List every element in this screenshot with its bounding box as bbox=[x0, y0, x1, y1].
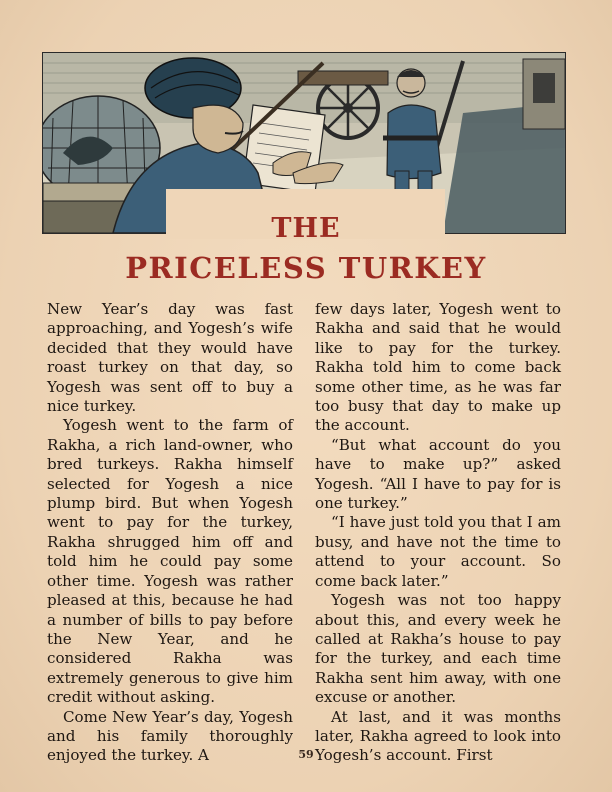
paragraph: Yogesh went to the farm of Rakha, a rich land-owner, who bred turkeys. Rakha himself selected for Yogesh a nice plump bird. But when Yogesh went to pay for the turkey, Rakha shrugged him off and told him he could pay some other time. Yogesh was rather pleased at this, because he had a number of bills to pay before the New Year, and he considered Rakha was extremely generous to give him credit without asking. bbox=[47, 416, 293, 707]
story-title: PRICELESS TURKEY bbox=[125, 251, 487, 285]
page-number: 59 bbox=[298, 748, 314, 761]
left-text-column bbox=[47, 300, 293, 766]
paragraph: “I have just told you that I am busy, and have not the time to attend to your account. So come back later.” bbox=[315, 513, 561, 590]
paragraph: Come New Year’s day, Yogesh and his family thoroughly enjoyed the turkey. A bbox=[47, 707, 293, 765]
paragraph: At last, and it was months later, Rakha agreed to look into Yogesh’s account. First bbox=[315, 707, 561, 765]
paragraph: Yogesh was not too happy about this, and every week he called at Rakha’s house to pay for the turkey, and each time Rakha sent him away, with one excuse or another. bbox=[315, 591, 561, 707]
paragraph: “But what account do you have to make up?” asked Yogesh. “All I have to pay for is one turkey.” bbox=[315, 435, 561, 513]
story-title-the: THE bbox=[271, 213, 341, 244]
right-text-column bbox=[315, 300, 561, 766]
paragraph: few days later, Yogesh went to Rakha and said that he would like to pay for the turkey. Rakha told him to come back some other time, as he was far too busy that day to make up the account. bbox=[315, 300, 561, 435]
paragraph: New Year’s day was fast approaching, and Yogesh’s wife decided that they would have roast turkey on that day, so Yogesh was sent off to buy a nice turkey. bbox=[47, 300, 293, 416]
